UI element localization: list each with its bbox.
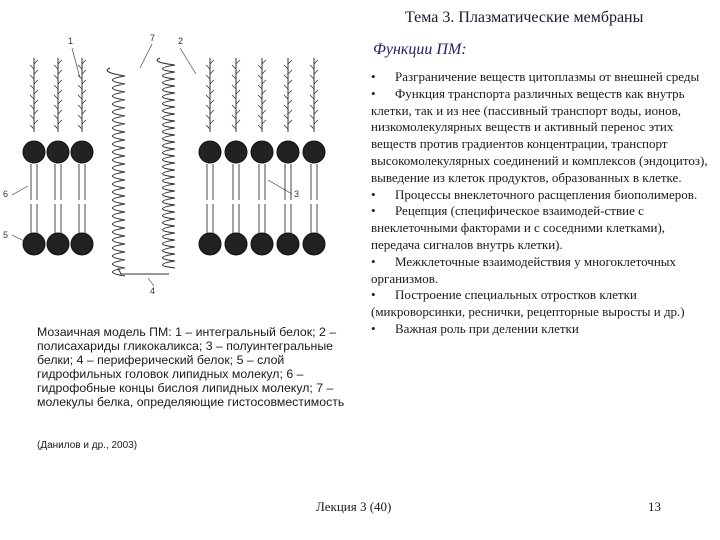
glycocalyx-branch — [236, 100, 240, 104]
leader-line — [268, 180, 292, 194]
glycocalyx-branch — [82, 90, 86, 94]
glycocalyx-branch — [210, 80, 214, 84]
label-6: 6 — [3, 189, 9, 199]
glycocalyx-branch — [58, 120, 62, 124]
glycocalyx-branch — [54, 85, 58, 89]
glycocalyx-branch — [30, 105, 34, 109]
peripheral-protein — [118, 268, 169, 274]
figure-source: (Данилов и др., 2003) — [37, 440, 138, 451]
glycocalyx-branch — [310, 105, 314, 109]
glycocalyx-branch — [314, 60, 318, 64]
glycocalyx-branch — [314, 120, 318, 124]
glycocalyx-branch — [206, 105, 210, 109]
glycocalyx-branch — [78, 65, 82, 69]
glycocalyx-branch — [210, 70, 214, 74]
glycocalyx-branch — [236, 90, 240, 94]
glycocalyx-branch — [30, 65, 34, 69]
glycocalyx-branch — [284, 105, 288, 109]
glycocalyx-branch — [258, 115, 262, 119]
glycocalyx-branch — [58, 110, 62, 114]
glycocalyx-branch — [30, 75, 34, 79]
glycocalyx-branch — [34, 110, 38, 114]
glycocalyx-branch — [210, 60, 214, 64]
functions-subtitle: Функции ПМ: — [373, 41, 467, 58]
leader-line — [140, 44, 152, 68]
lipid-head — [225, 233, 247, 255]
function-item: • Рецепция (специфическое взаимодей-ствие с внеклеточными факторами и с соседними клетками), передача сигналов внутрь клетки). — [371, 203, 666, 252]
glycocalyx-branch — [34, 60, 38, 64]
glycocalyx-branch — [284, 65, 288, 69]
glycocalyx-branch — [262, 100, 266, 104]
glycocalyx-branch — [314, 100, 318, 104]
glycocalyx-branch — [232, 115, 236, 119]
lipid-head — [47, 141, 69, 163]
glycocalyx-branch — [314, 90, 318, 94]
glycocalyx-branch — [58, 90, 62, 94]
glycocalyx-branch — [78, 85, 82, 89]
function-item: • Процессы внеклеточного расщепления биополимеров. — [371, 186, 698, 202]
glycocalyx-branch — [236, 60, 240, 64]
glycocalyx-branch — [236, 110, 240, 114]
glycocalyx-branch — [34, 90, 38, 94]
glycocalyx-branch — [310, 85, 314, 89]
glycocalyx-branch — [210, 90, 214, 94]
glycocalyx-branch — [54, 125, 58, 129]
membrane-diagram — [0, 28, 362, 308]
protein-coil — [157, 58, 175, 268]
function-item: • Разграничение веществ цитоплазмы от внешней среды — [371, 69, 700, 84]
glycocalyx-branch — [58, 100, 62, 104]
glycocalyx-branch — [54, 65, 58, 69]
glycocalyx-branch — [232, 105, 236, 109]
lipid-head — [303, 141, 325, 163]
leader-line — [72, 48, 80, 78]
glycocalyx-branch — [206, 115, 210, 119]
glycocalyx-branch — [236, 120, 240, 124]
glycocalyx-branch — [262, 120, 266, 124]
glycocalyx-branch — [258, 125, 262, 129]
glycocalyx-branch — [258, 105, 262, 109]
glycocalyx-branch — [288, 110, 292, 114]
glycocalyx-branch — [30, 85, 34, 89]
glycocalyx-branch — [82, 110, 86, 114]
glycocalyx-branch — [284, 95, 288, 99]
glycocalyx-branch — [54, 95, 58, 99]
glycocalyx-branch — [310, 75, 314, 79]
glycocalyx-branch — [206, 85, 210, 89]
lipid-head — [303, 233, 325, 255]
glycocalyx-branch — [288, 90, 292, 94]
glycocalyx-branch — [30, 95, 34, 99]
glycocalyx-branch — [232, 85, 236, 89]
glycocalyx-branch — [78, 115, 82, 119]
glycocalyx-branch — [310, 115, 314, 119]
glycocalyx-branch — [206, 65, 210, 69]
glycocalyx-branch — [210, 120, 214, 124]
glycocalyx-branch — [288, 70, 292, 74]
glycocalyx-branch — [258, 85, 262, 89]
glycocalyx-branch — [210, 110, 214, 114]
glycocalyx-branch — [30, 115, 34, 119]
glycocalyx-branch — [82, 60, 86, 64]
lipid-head — [71, 141, 93, 163]
glycocalyx-branch — [288, 60, 292, 64]
lipid-head — [251, 141, 273, 163]
glycocalyx-branch — [58, 60, 62, 64]
glycocalyx-branch — [232, 75, 236, 79]
glycocalyx-branch — [78, 105, 82, 109]
label-4: 4 — [150, 286, 156, 296]
leader-line — [12, 186, 28, 195]
glycocalyx-branch — [82, 70, 86, 74]
glycocalyx-branch — [78, 125, 82, 129]
lipid-head — [199, 141, 221, 163]
lipid-head — [71, 233, 93, 255]
glycocalyx-branch — [206, 75, 210, 79]
glycocalyx-branch — [262, 90, 266, 94]
lipid-head — [199, 233, 221, 255]
functions-list — [371, 69, 711, 338]
glycocalyx-branch — [314, 70, 318, 74]
glycocalyx-branch — [30, 125, 34, 129]
slide-title: Тема 3. Плазматические мембраны — [405, 9, 644, 26]
glycocalyx-branch — [232, 125, 236, 129]
label-1: 1 — [68, 36, 74, 46]
glycocalyx-branch — [34, 100, 38, 104]
figure-caption: Мозаичная модель ПМ: 1 – интегральный белок; 2 – полисахариды гликокаликса; 3 – полуинтегральные белки; 4 – периферический белок; 5 – слой гидрофильных головок липидных молекул; 6 – гидрофобные концы бислоя липидных молекул; 7 – молекулы белка, определяющие гистосовместимость — [37, 325, 345, 409]
leader-line — [180, 48, 196, 74]
glycocalyx-branch — [210, 100, 214, 104]
glycocalyx-branch — [284, 85, 288, 89]
glycocalyx-branch — [258, 65, 262, 69]
glycocalyx-branch — [284, 125, 288, 129]
lipid-head — [251, 233, 273, 255]
glycocalyx-branch — [258, 75, 262, 79]
glycocalyx-branch — [82, 120, 86, 124]
glycocalyx-branch — [310, 95, 314, 99]
lipid-head — [277, 141, 299, 163]
glycocalyx-branch — [206, 95, 210, 99]
leader-line — [148, 278, 154, 286]
function-item: • Функция транспорта различных веществ как внутрь клетки, так и из нее (пассивный транспорт воды, ионов, низкомолекулярных веществ и активный перенос этих веществ против градиентов концентрации, транспорт высокомолекулярных соединений и комплексов (эндоцитоз), выведение из клеток продуктов, образованных в клетке. — [371, 85, 708, 185]
glycocalyx-branch — [78, 95, 82, 99]
glycocalyx-branch — [288, 120, 292, 124]
glycocalyx-branch — [262, 110, 266, 114]
lipid-head — [23, 233, 45, 255]
glycocalyx-branch — [54, 75, 58, 79]
label-2: 2 — [178, 36, 184, 46]
label-5: 5 — [3, 230, 9, 240]
glycocalyx-branch — [58, 70, 62, 74]
glycocalyx-branch — [262, 60, 266, 64]
function-item: • Межклеточные взаимодействия у многоклеточных организмов. — [371, 253, 677, 286]
function-item: • Важная роль при делении клетки — [371, 320, 579, 336]
glycocalyx-branch — [262, 80, 266, 84]
function-item: • Построение специальных отростков клетки (микроворсинки, реснички, рецепторные выросты и др.) — [371, 287, 685, 320]
glycocalyx-branch — [34, 80, 38, 84]
glycocalyx-branch — [82, 80, 86, 84]
glycocalyx-branch — [314, 110, 318, 114]
glycocalyx-branch — [310, 65, 314, 69]
label-3: 3 — [294, 189, 300, 199]
glycocalyx-branch — [232, 95, 236, 99]
glycocalyx-branch — [58, 80, 62, 84]
glycocalyx-branch — [206, 125, 210, 129]
glycocalyx-branch — [258, 95, 262, 99]
glycocalyx-branch — [284, 115, 288, 119]
glycocalyx-branch — [288, 80, 292, 84]
glycocalyx-branch — [236, 80, 240, 84]
glycocalyx-branch — [232, 65, 236, 69]
glycocalyx-branch — [314, 80, 318, 84]
diagram-labels — [3, 33, 299, 296]
glycocalyx-branch — [34, 120, 38, 124]
leader-line — [12, 235, 26, 242]
lipid-head — [277, 233, 299, 255]
lecture-footer: Лекция 3 (40) — [316, 499, 392, 514]
glycocalyx-branch — [34, 70, 38, 74]
label-7: 7 — [150, 33, 156, 43]
glycocalyx-branch — [236, 70, 240, 74]
glycocalyx-branch — [284, 75, 288, 79]
lipid-head — [23, 141, 45, 163]
lipid-head — [225, 141, 247, 163]
glycocalyx-branch — [54, 105, 58, 109]
glycocalyx-branch — [262, 70, 266, 74]
page-number: 13 — [648, 499, 661, 514]
lipid-head — [47, 233, 69, 255]
glycocalyx-branch — [288, 100, 292, 104]
glycocalyx-branch — [82, 100, 86, 104]
integral-protein — [107, 68, 125, 276]
glycocalyx-branch — [310, 125, 314, 129]
glycocalyx-branch — [54, 115, 58, 119]
